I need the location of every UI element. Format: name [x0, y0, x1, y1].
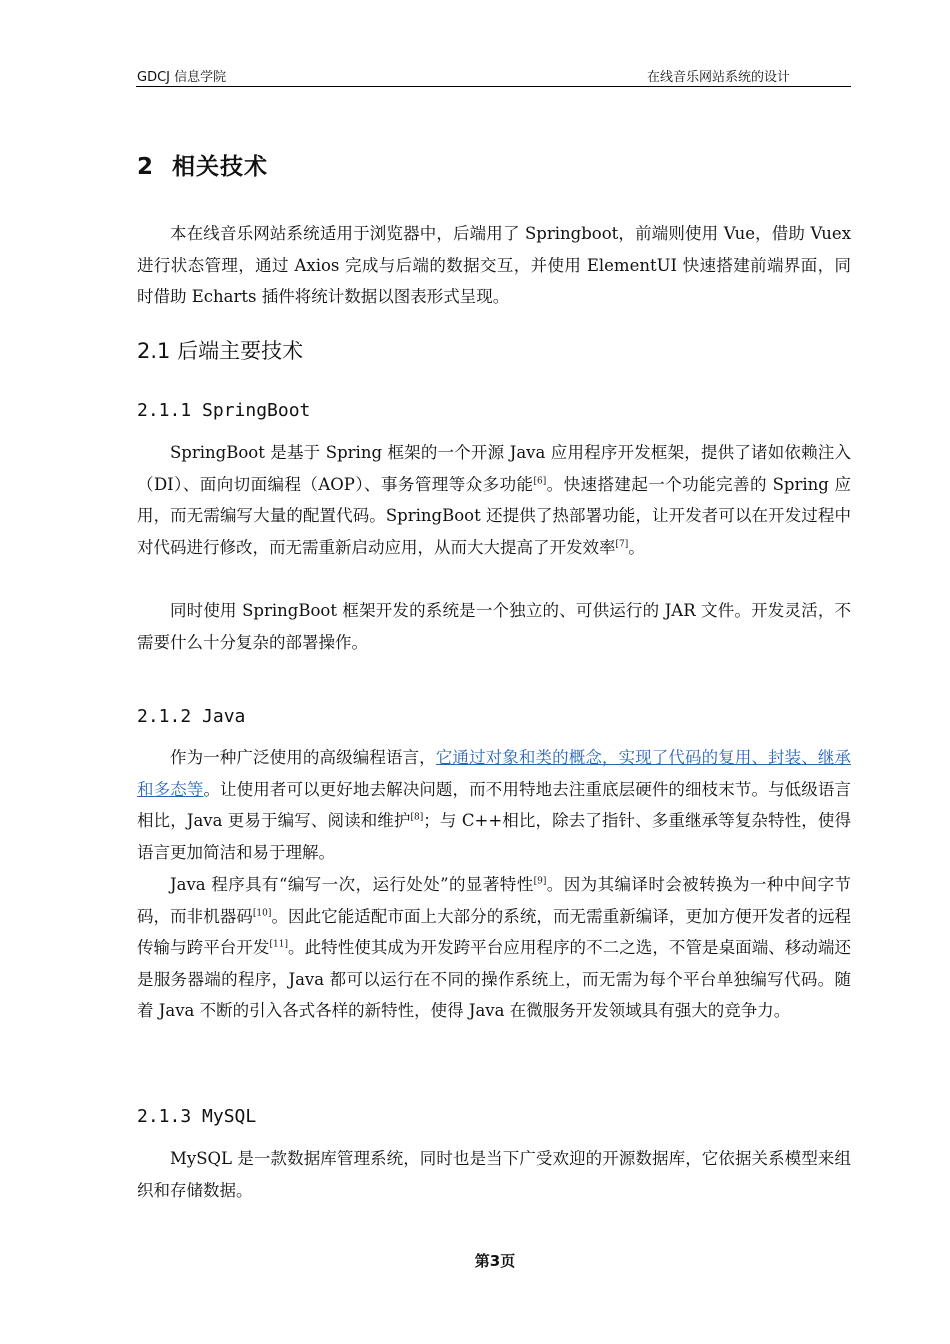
- header-thesis-title: 在线音乐网站系统的设计: [646, 70, 790, 85]
- text-run: Java 程序具有“编写一次，运行处处”的显著特性: [170, 875, 534, 894]
- citation-8[interactable]: [8]: [410, 812, 424, 823]
- citation-9[interactable]: [9]: [533, 876, 547, 887]
- citation-7[interactable]: [7]: [615, 539, 629, 549]
- text-run: 。快速搭建起一个功能完善的 Spring 应用，而无需编写大量的配置代码。SpringBoot 还提供了热部署功能，让开发者可以在开发过程中对代码进行修改，而无需重新启动应用，从而大大提高了开发效率: [137, 474, 851, 557]
- java-paragraph-1: [137, 742, 851, 868]
- section-2-1-2-heading: 2.1.2 Java: [137, 706, 246, 727]
- text-run: 作为一种广泛使用的高级编程语言，: [170, 748, 436, 767]
- section-2-intro: 本在线音乐网站系统适用于浏览器中，后端用了 Springboot，前端则使用 Vue，借助 Vuex 进行状态管理，通过 Axios 完成与后端的数据交互，并使用 ElementUI 快速搭建前端界面，同时借助 Echarts 插件将统计数据以图表形式呈现。: [137, 224, 851, 306]
- text-run: 。因为其编译时会被转换为一种中间字节码，而非机器码: [137, 875, 851, 926]
- citation-6[interactable]: [6]: [533, 476, 547, 486]
- text-run: 。此特性使其成为开发跨平台应用程序的不二之选，不管是桌面端、移动端还是服务器端的程序，Java 都可以运行在不同的操作系统上，而无需为每个平台单独编写代码。随着 Java 不断的引入各式各样的新特性，使得 Java 在微服务开发领域具有强大的竞争力。: [137, 938, 852, 1020]
- section-2-1-heading: 2.1 后端主要技术: [137, 339, 304, 363]
- text-run: SpringBoot 是基于 Spring 框架的一个开源 Java 应用程序开发框架，提供了诸如依赖注入（DI）、面向切面编程（AOP）、事务管理等众多功能: [137, 443, 851, 494]
- java-paragraph-2: [137, 869, 851, 1027]
- text-run: 。因此它能适配市面上大部分的系统，而无需重新编译，更加方便开发者的远程传输与跨平台开发: [137, 906, 852, 957]
- text-run: 。让使用者可以更好地去解决问题，而不用特地去注重底层硬件的细枝末节。与低级语言相比，Java 更易于编写、阅读和维护: [137, 779, 852, 830]
- java-oop-link[interactable]: 它通过对象和类的概念，实现了代码的复用、封装、继承和多态等: [137, 748, 852, 799]
- mysql-paragraph: MySQL 是一款数据库管理系统，同时也是当下广受欢迎的开源数据库，它依据关系模型来组织和存储数据。: [137, 1149, 851, 1200]
- page-number: 第3页: [474, 1252, 516, 1270]
- section-2-1-1-heading: 2.1.1 SpringBoot: [137, 400, 311, 421]
- section-2-heading: 2 相关技术: [137, 154, 269, 180]
- header-rule: [136, 86, 851, 87]
- text-run: ；与 C++相比，除去了指针、多重继承等复杂特性，使得语言更加简洁和易于理解。: [137, 811, 851, 862]
- header-school: GDCJ 信息学院: [137, 70, 227, 85]
- section-2-1-3-heading: 2.1.3 MySQL: [137, 1106, 257, 1127]
- springboot-paragraph-1: [137, 437, 851, 563]
- citation-11[interactable]: [11]: [269, 939, 288, 950]
- citation-10[interactable]: [10]: [252, 908, 272, 918]
- springboot-paragraph-2: 同时使用 SpringBoot 框架开发的系统是一个独立的、可供运行的 JAR 文件。开发灵活，不需要什么十分复杂的部署操作。: [137, 601, 851, 652]
- text-run: 。: [628, 537, 645, 557]
